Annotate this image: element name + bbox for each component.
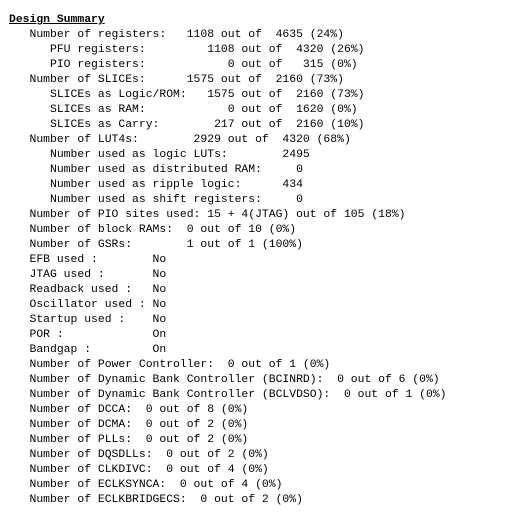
summary-line: Number used as distributed RAM: 0 bbox=[9, 164, 303, 176]
summary-line: Number of Power Controller: 0 out of 1 (0%) bbox=[9, 359, 331, 371]
summary-line: Number used as logic LUTs: 2495 bbox=[9, 149, 310, 161]
summary-line: Number of registers: 1108 out of 4635 (24%) bbox=[9, 29, 344, 41]
summary-line: Number of Dynamic Bank Controller (BCINRD): 0 out of 6 (0%) bbox=[9, 374, 440, 386]
summary-line: Number of DCCA: 0 out of 8 (0%) bbox=[9, 404, 249, 416]
summary-line: Number of GSRs: 1 out of 1 (100%) bbox=[9, 239, 303, 251]
summary-line: JTAG used : No bbox=[9, 269, 167, 281]
summary-line: Number used as ripple logic: 434 bbox=[9, 179, 303, 191]
summary-line: Bandgap : On bbox=[9, 344, 167, 356]
summary-line: Number of Dynamic Bank Controller (BCLVDSO): 0 out of 1 (0%) bbox=[9, 389, 447, 401]
summary-line: POR : On bbox=[9, 329, 167, 341]
summary-line: Number of block RAMs: 0 out of 10 (0%) bbox=[9, 224, 297, 236]
summary-line: PFU registers: 1108 out of 4320 (26%) bbox=[9, 44, 365, 56]
summary-line: SLICEs as Logic/ROM: 1575 out of 2160 (73%) bbox=[9, 89, 365, 101]
summary-line: Number of LUT4s: 2929 out of 4320 (68%) bbox=[9, 134, 351, 146]
summary-line: SLICEs as Carry: 217 out of 2160 (10%) bbox=[9, 119, 365, 131]
summary-line: Startup used : No bbox=[9, 314, 167, 326]
summary-line: Number of DCMA: 0 out of 2 (0%) bbox=[9, 419, 249, 431]
summary-line: SLICEs as RAM: 0 out of 1620 (0%) bbox=[9, 104, 358, 116]
summary-line: PIO registers: 0 out of 315 (0%) bbox=[9, 59, 358, 71]
summary-line: Number of ECLKSYNCA: 0 out of 4 (0%) bbox=[9, 479, 283, 491]
summary-line: EFB used : No bbox=[9, 254, 167, 266]
summary-line: Number used as shift registers: 0 bbox=[9, 194, 303, 206]
summary-line: Readback used : No bbox=[9, 284, 167, 296]
summary-line: Number of CLKDIVC: 0 out of 4 (0%) bbox=[9, 464, 269, 476]
summary-line: Number of SLICEs: 1575 out of 2160 (73%) bbox=[9, 74, 344, 86]
summary-line: Number of DQSDLLs: 0 out of 2 (0%) bbox=[9, 449, 269, 461]
summary-line: Oscillator used : No bbox=[9, 299, 167, 311]
design-summary-report bbox=[9, 13, 446, 508]
summary-line: Number of PIO sites used: 15 + 4(JTAG) out of 105 (18%) bbox=[9, 209, 406, 221]
summary-line: Number of PLLs: 0 out of 2 (0%) bbox=[9, 434, 249, 446]
summary-line: Number of ECLKBRIDGECS: 0 out of 2 (0%) bbox=[9, 494, 303, 506]
report-title: Design Summary bbox=[9, 14, 105, 26]
